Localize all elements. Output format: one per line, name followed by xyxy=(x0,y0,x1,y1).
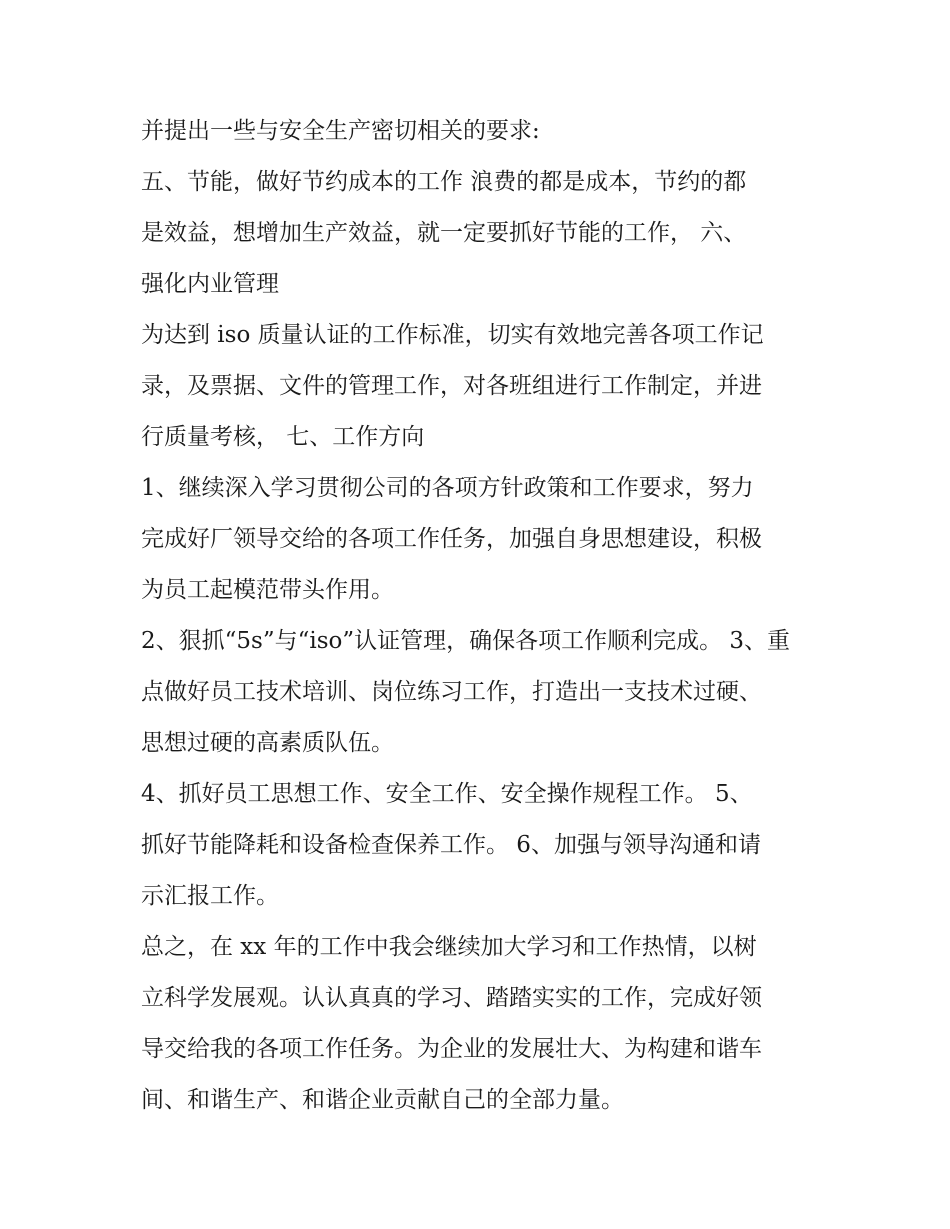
text-line: 是效益，想增加生产效益，就一定要抓好节能的工作， 六、 xyxy=(141,220,747,246)
text-line: 为员工起模范带头作用。 xyxy=(141,577,394,603)
paragraph-safety-requirements xyxy=(141,106,821,157)
text-line: 强化内业管理 xyxy=(141,271,279,297)
paragraph-item-2-3 xyxy=(141,616,821,769)
paragraph-item-1 xyxy=(141,463,821,616)
text-line: 间、和谐生产、和谐企业贡献自己的全部力量。 xyxy=(141,1087,624,1113)
text-line: 1、继续深入学习贯彻公司的各项方针政策和工作要求，努力 xyxy=(141,475,754,501)
text-line: 4、抓好员工思想工作、安全工作、安全操作规程工作。 5、 xyxy=(141,781,753,807)
text-line: 五、节能，做好节约成本的工作 浪费的都是成本，节约的都 xyxy=(141,169,747,195)
text-line: 思想过硬的高素质队伍。 xyxy=(141,730,394,756)
text-line: 并提出一些与安全生产密切相关的要求: xyxy=(141,118,540,144)
text-line: 总之，在 xx 年的工作中我会继续加大学习和工作热情，以树 xyxy=(141,934,757,960)
text-line: 导交给我的各项工作任务。为企业的发展壮大、为构建和谐车 xyxy=(141,1036,762,1062)
text-line: 录，及票据、文件的管理工作，对各班组进行工作制定，并进 xyxy=(141,373,762,399)
text-line: 为达到 iso 质量认证的工作标准，切实有效地完善各项工作记 xyxy=(141,322,764,348)
document-body xyxy=(141,106,821,1126)
text-line: 2、狠抓“5s”与“iso”认证管理，确保各项工作顺利完成。 3、重 xyxy=(141,628,791,654)
paragraph-conclusion xyxy=(141,922,821,1126)
text-line: 完成好厂领导交给的各项工作任务，加强自身思想建设，积极 xyxy=(141,526,762,552)
paragraph-energy-saving xyxy=(141,157,821,310)
paragraph-iso-quality xyxy=(141,310,821,463)
text-line: 行质量考核， 七、工作方向 xyxy=(141,424,425,450)
text-line: 立科学发展观。认认真真的学习、踏踏实实的工作，完成好领 xyxy=(141,985,762,1011)
text-line: 抓好节能降耗和设备检查保养工作。 6、加强与领导沟通和请 xyxy=(141,832,761,858)
text-line: 示汇报工作。 xyxy=(141,883,279,909)
paragraph-item-4-5-6 xyxy=(141,769,821,922)
text-line: 点做好员工技术培训、岗位练习工作，打造出一支技术过硬、 xyxy=(141,679,762,705)
